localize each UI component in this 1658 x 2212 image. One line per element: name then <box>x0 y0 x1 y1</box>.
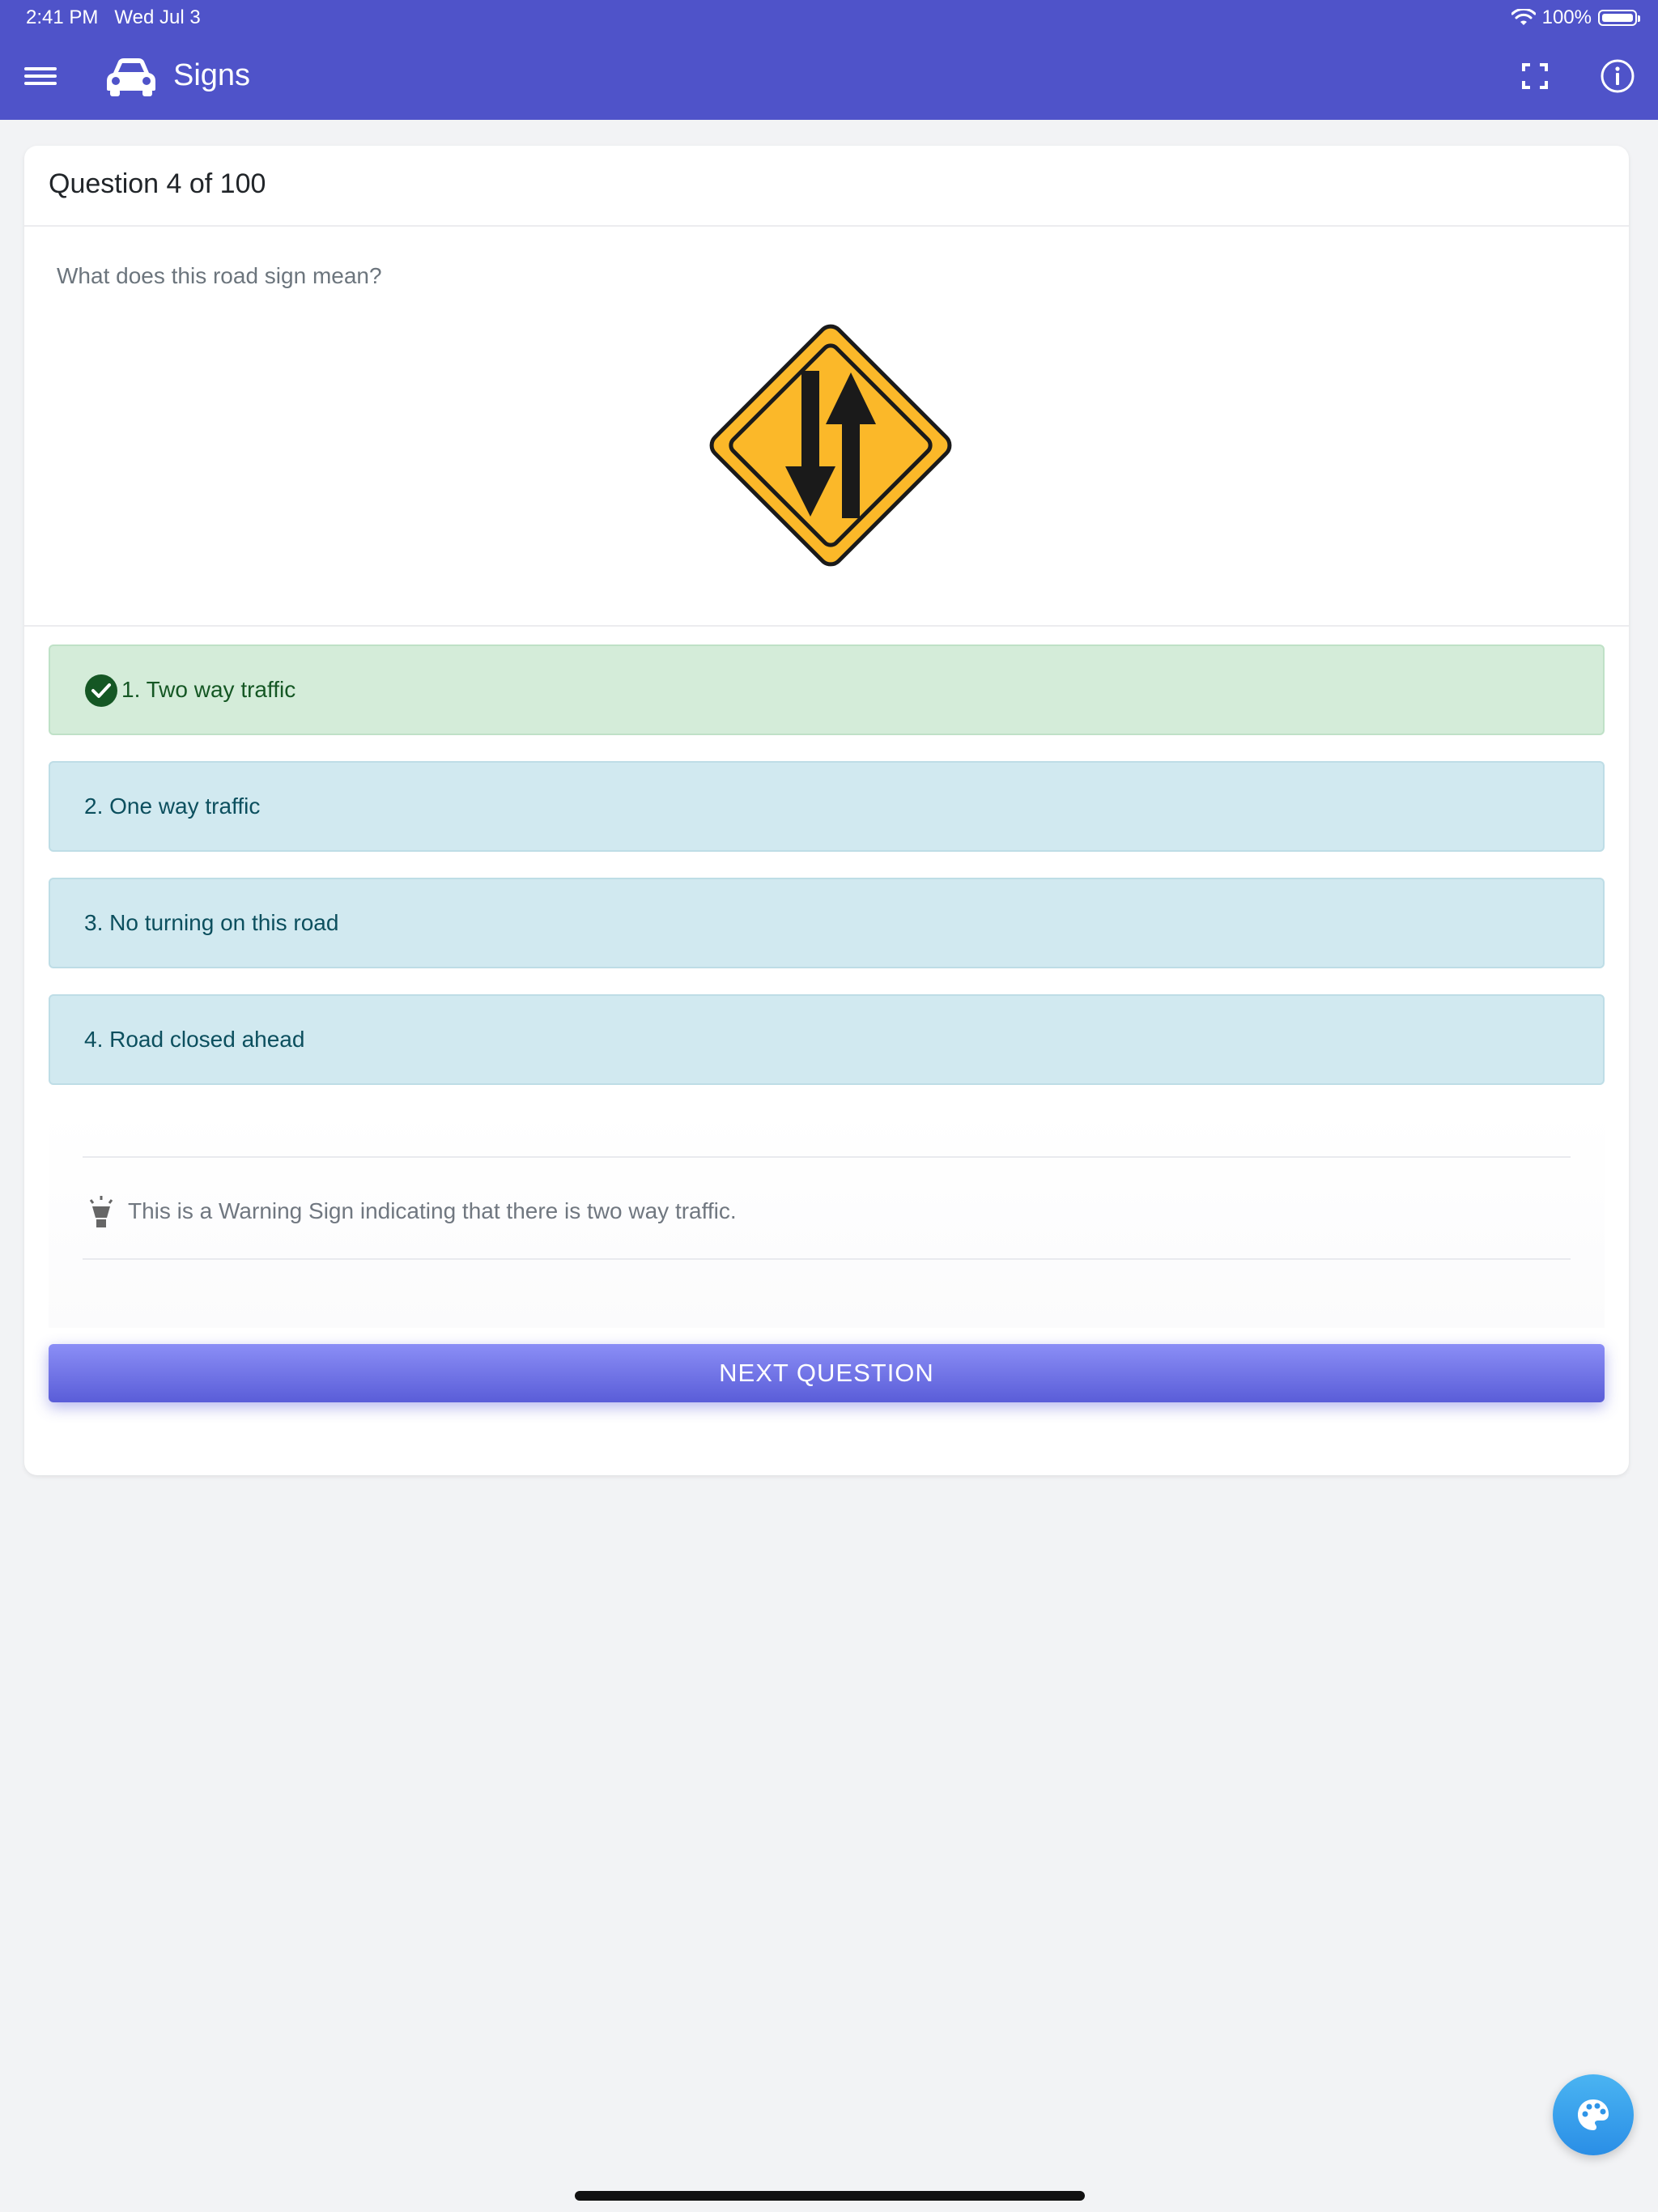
app-title: Signs <box>173 58 251 92</box>
divider <box>24 625 1629 627</box>
card-header <box>24 146 1629 227</box>
theme-palette-button[interactable] <box>1553 2074 1634 2155</box>
status-time <box>26 6 201 29</box>
battery-icon <box>1598 10 1637 26</box>
status-date: Wed Jul 3 <box>114 6 201 28</box>
app-bar <box>0 0 1658 120</box>
answer-option-4[interactable] <box>49 994 1605 1085</box>
answer-option-label: 1. Two way traffic <box>121 677 296 702</box>
car-icon <box>104 53 159 99</box>
answer-option-label: 2. One way traffic <box>84 793 261 819</box>
status-indicators <box>1511 6 1637 29</box>
wifi-icon <box>1511 9 1536 27</box>
palette-icon <box>1575 2097 1611 2133</box>
two-way-traffic-sign-icon <box>693 308 968 583</box>
answer-option-label: 4. Road closed ahead <box>84 1027 305 1052</box>
question-text: What does this road sign mean? <box>57 263 382 288</box>
answer-option-3[interactable] <box>49 878 1605 968</box>
quiz-card <box>24 146 1629 1475</box>
lightbulb-icon <box>87 1195 115 1229</box>
question-counter: Question 4 of 100 <box>49 168 266 199</box>
fullscreen-icon[interactable] <box>1522 63 1548 89</box>
answer-option-2[interactable] <box>49 761 1605 852</box>
divider <box>83 1156 1571 1158</box>
check-circle-icon <box>84 674 118 708</box>
info-icon[interactable] <box>1600 58 1635 94</box>
home-indicator[interactable] <box>575 2191 1085 2201</box>
answer-option-label: 3. No turning on this road <box>84 910 339 935</box>
battery-percent: 100% <box>1541 6 1592 28</box>
answer-option-1[interactable] <box>49 644 1605 735</box>
next-question-button[interactable]: NEXT QUESTION <box>49 1344 1605 1402</box>
status-clock: 2:41 PM <box>26 6 99 28</box>
divider <box>83 1258 1571 1260</box>
menu-icon[interactable] <box>24 63 57 91</box>
explanation-text: This is a Warning Sign indicating that there is two way traffic. <box>128 1198 737 1223</box>
